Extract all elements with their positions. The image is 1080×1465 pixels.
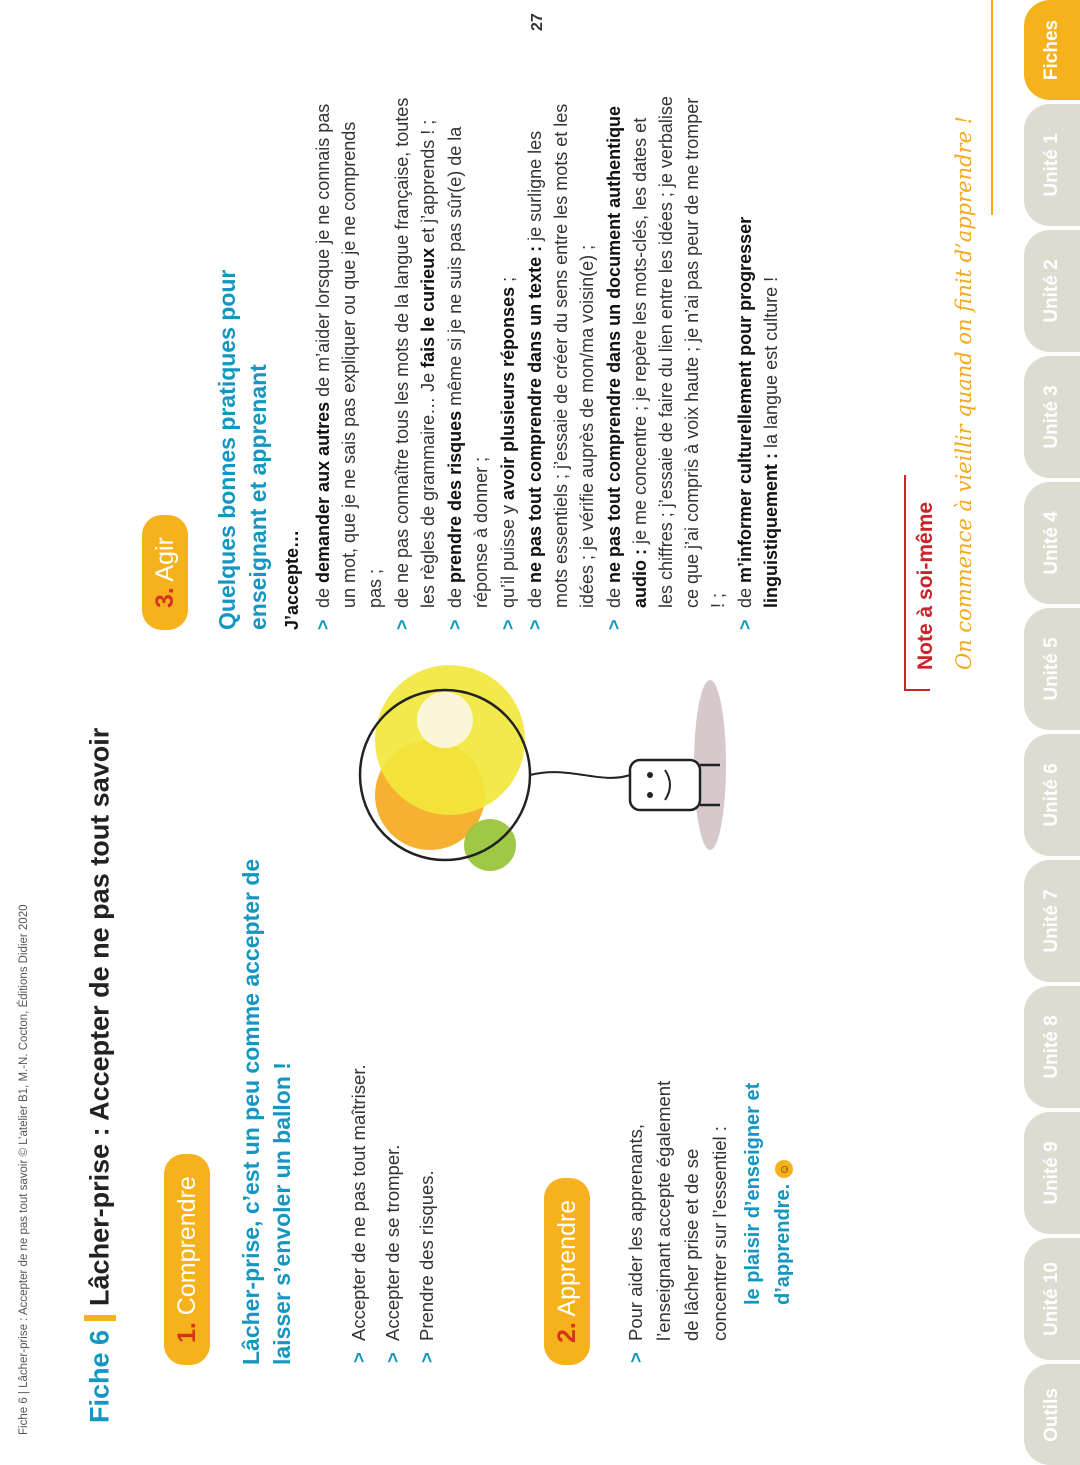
- tab-unite-4[interactable]: Unité 4: [1024, 482, 1080, 604]
- note-quote: On commence à vieillir quand on finit d’apprendre !: [952, 115, 976, 670]
- chevron-right-icon: >: [348, 1352, 369, 1363]
- person-body: [630, 760, 700, 810]
- section-3-list: [310, 90, 785, 630]
- chevron-right-icon: >: [625, 1352, 646, 1363]
- tab-unite-9[interactable]: Unité 9: [1024, 1112, 1080, 1234]
- title-divider: [84, 1315, 116, 1321]
- list-item: > Pour aider les apprenants, l’enseignant accepte également de lâcher prise et de se concentrer sur l’essentiel :: [622, 1073, 734, 1363]
- highlight-blob: [417, 692, 473, 748]
- chevron-right-icon: >: [416, 1352, 437, 1363]
- section-1-subtitle: Lâcher-prise, c’est un peu comme accepter de laisser s’envoler un ballon !: [238, 858, 295, 1365]
- list-item: > Accepter de ne pas tout maîtriser.: [342, 923, 376, 1363]
- section-1-number: 1.: [173, 1322, 201, 1343]
- section-3-subtitle: Quelques bonnes pratiques pour enseignant et apprenant: [214, 269, 271, 630]
- chevron-right-icon: >: [392, 619, 412, 630]
- chevron-right-icon: >: [445, 619, 465, 630]
- balloon-string: [530, 772, 630, 778]
- section-2-highlight: le plaisir d’enseigner et d’apprendre. ☺: [742, 1082, 794, 1305]
- balloon-illustration: [330, 625, 750, 925]
- list-item: > de ne pas connaître tous les mots de la langue française, toutes les règles de grammaire… Je fais le curieux et j’apprends ! ;: [389, 90, 441, 630]
- section-2-number: 2.: [553, 1322, 581, 1343]
- section-2-label: Apprendre: [553, 1199, 581, 1317]
- page-title: [84, 728, 116, 1423]
- tab-fiches[interactable]: Fiches: [1024, 0, 1080, 100]
- tab-unite-3[interactable]: Unité 3: [1024, 356, 1080, 478]
- list-item: > de ne pas tout comprendre dans un texte : je surligne les mots essentiels ; j’essaie de créer du sens entre les mots et les idées ; je vérifie auprès de mon/ma voisin(e) ;: [522, 90, 600, 630]
- tab-unite-8[interactable]: Unité 8: [1024, 986, 1080, 1108]
- list-item: > qu’il puisse y avoir plusieurs réponses ;: [495, 90, 521, 630]
- chevron-right-icon: >: [525, 619, 545, 630]
- list-item: > Prendre des risques.: [410, 923, 444, 1363]
- section-3-intro: J’accepte…: [282, 529, 302, 630]
- list-item: > de m’informer culturellement pour progresser linguistiquement : la langue est culture !: [732, 90, 784, 630]
- list-item: > de prendre des risques même si je ne suis pas sûr(e) de la réponse à donner ;: [442, 90, 494, 630]
- section-2-list: [622, 1073, 734, 1363]
- tab-outils[interactable]: Outils: [1024, 1364, 1080, 1465]
- tab-unite-5[interactable]: Unité 5: [1024, 608, 1080, 730]
- page-number: 27: [529, 13, 546, 31]
- tab-unite-1[interactable]: Unité 1: [1024, 104, 1080, 226]
- chevron-right-icon: >: [313, 619, 333, 630]
- list-item: > Accepter de se tromper.: [376, 923, 410, 1363]
- unit-tabs: [1024, 0, 1080, 1465]
- tab-unite-10[interactable]: Unité 10: [1024, 1238, 1080, 1360]
- section-1-heading: [164, 1154, 210, 1365]
- chevron-right-icon: >: [382, 1352, 403, 1363]
- tab-unite-7[interactable]: Unité 7: [1024, 860, 1080, 982]
- chevron-right-icon: >: [735, 619, 755, 630]
- section-1-label: Comprendre: [173, 1176, 201, 1316]
- fiche-label: Fiche 6: [84, 1329, 115, 1423]
- section-1-list: [342, 923, 444, 1363]
- section-3-label: Agir: [151, 537, 179, 582]
- green-blob: [464, 819, 516, 871]
- running-header: Fiche 6 | Lâcher-prise : Accepter de ne pas tout savoir © L’atelier B1, M.-N. Cocton, Éditions Didier 2020: [18, 904, 30, 1435]
- chevron-right-icon: >: [604, 619, 624, 630]
- section-3-heading: [142, 515, 188, 630]
- tab-unite-2[interactable]: Unité 2: [1024, 230, 1080, 352]
- chevron-right-icon: >: [498, 619, 518, 630]
- list-item: > de demander aux autres de m’aider lorsque je ne connais pas un mot, que je ne sais pas expliquer ou que je ne comprends pas ;: [310, 90, 388, 630]
- tab-unite-6[interactable]: Unité 6: [1024, 734, 1080, 856]
- fiche-title-text: Lâcher-prise : Accepter de ne pas tout savoir: [84, 727, 115, 1306]
- note-label: Note à soi-même: [914, 501, 937, 670]
- list-item: > de ne pas tout comprendre dans un document authentique audio : je me concentre ; je repère les mots-clés, les dates et les chiffres ; j’essaie de faire du lien entre les idées ; je verbalise ce que j’ai compris à voix haute ; je n’ai pas peur de me tromper ! ;: [601, 90, 731, 630]
- section-2-heading: [544, 1178, 590, 1365]
- smiley-icon: ☺: [775, 1160, 793, 1178]
- section-3-number: 3.: [151, 587, 179, 608]
